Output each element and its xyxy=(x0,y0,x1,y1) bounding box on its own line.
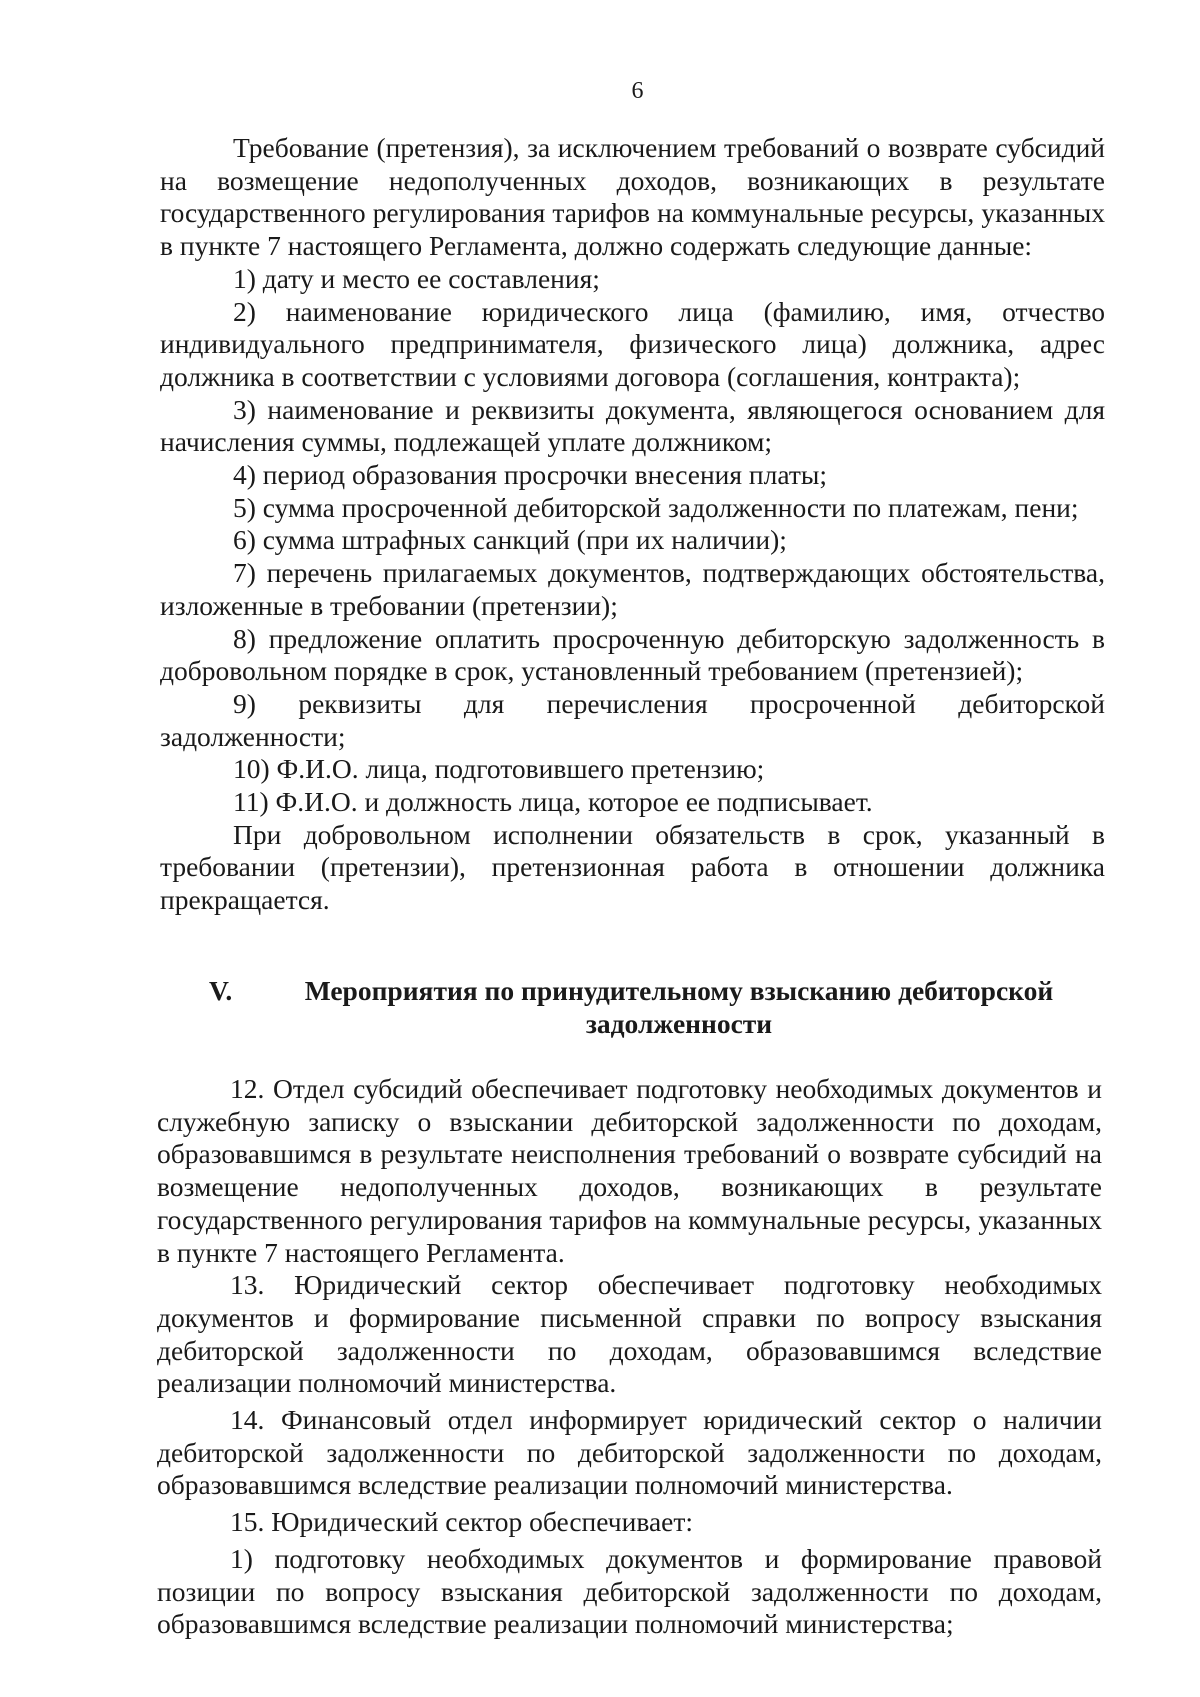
claim-item-2: 2) наименование юридического лица (фамилию, имя, отчество индивидуального предпринимателя, физического лица) должника, адрес должника в соответствии с условиями договора (соглашения, контракта); xyxy=(160,295,1105,392)
claim-item-1: 1) дату и место ее составления; xyxy=(233,262,600,294)
claim-item-9: 9) реквизиты для перечисления просроченной дебиторской задолженности; xyxy=(160,687,1105,752)
claim-item-8: 8) предложение оплатить просроченную дебиторскую задолженность в добровольном порядке в срок, установленный требованием (претензией); xyxy=(160,622,1105,687)
paragraph-14: 14. Финансовый отдел информирует юридический сектор о наличии дебиторской задолженности по дебиторской задолженности по доходам, образовавшимся вследствие реализации полномочий министерства. xyxy=(157,1404,1102,1501)
claim-intro-paragraph: Требование (претензия), за исключением требований о возврате субсидий на возмещение недополученных доходов, возникающих в результате государственного регулирования тарифов на коммунальные ресурсы, указанных в пункте 7 настоящего Регламента, должно содержать следующие данные: xyxy=(160,132,1105,262)
claim-item-3: 3) наименование и реквизиты документа, являющегося основанием для начисления суммы, подлежащей уплате должником; xyxy=(160,393,1105,458)
paragraph-13: 13. Юридический сектор обеспечивает подготовку необходимых документов и формирование письменной справки по вопросу взыскания дебиторской задолженности по доходам, образовавшимся вследствие реализации полномочий министерства. xyxy=(157,1269,1102,1399)
claim-item-5: 5) сумма просроченной дебиторской задолженности по платежам, пени; xyxy=(233,491,1079,523)
claim-item-4: 4) период образования просрочки внесения платы; xyxy=(233,459,827,491)
claim-item-11: 11) Ф.И.О. и должность лица, которое ее подписывает. xyxy=(233,786,873,818)
page-number: 6 xyxy=(631,78,644,104)
paragraph-15-item-1: 1) подготовку необходимых документов и формирование правовой позиции по вопросу взыскания дебиторской задолженности по доходам, образовавшимся вследствие реализации полномочий министерства; xyxy=(157,1542,1102,1640)
claim-item-6: 6) сумма штрафных санкций (при их наличии); xyxy=(233,524,787,556)
claim-closing-paragraph: При добровольном исполнении обязательств в срок, указанный в требовании (претензии), претензионная работа в отношении должника прекращается. xyxy=(160,818,1105,916)
section-v-body xyxy=(157,1073,1102,1641)
section-iv-body xyxy=(160,132,1105,917)
paragraph-12: 12. Отдел субсидий обеспечивает подготовку необходимых документов и служебную записку о взыскании дебиторской задолженности по доходам, образовавшимся в результате неисполнения требований о возврате субсидий на возмещение недополученных доходов, возникающих в результате государственного регулирования тарифов на коммунальные ресурсы, указанных в пункте 7 настоящего Регламента. xyxy=(157,1073,1102,1268)
section-v-number: V. xyxy=(209,975,233,1006)
section-v-title: Мероприятия по принудительному взысканию дебиторской задолженности xyxy=(304,975,1054,1039)
claim-item-7: 7) перечень прилагаемых документов, подтверждающих обстоятельства, изложенные в требовании (претензии); xyxy=(160,557,1105,621)
claim-item-10: 10) Ф.И.О. лица, подготовившего претензию; xyxy=(233,753,765,785)
paragraph-15: 15. Юридический сектор обеспечивает: xyxy=(230,1506,694,1538)
